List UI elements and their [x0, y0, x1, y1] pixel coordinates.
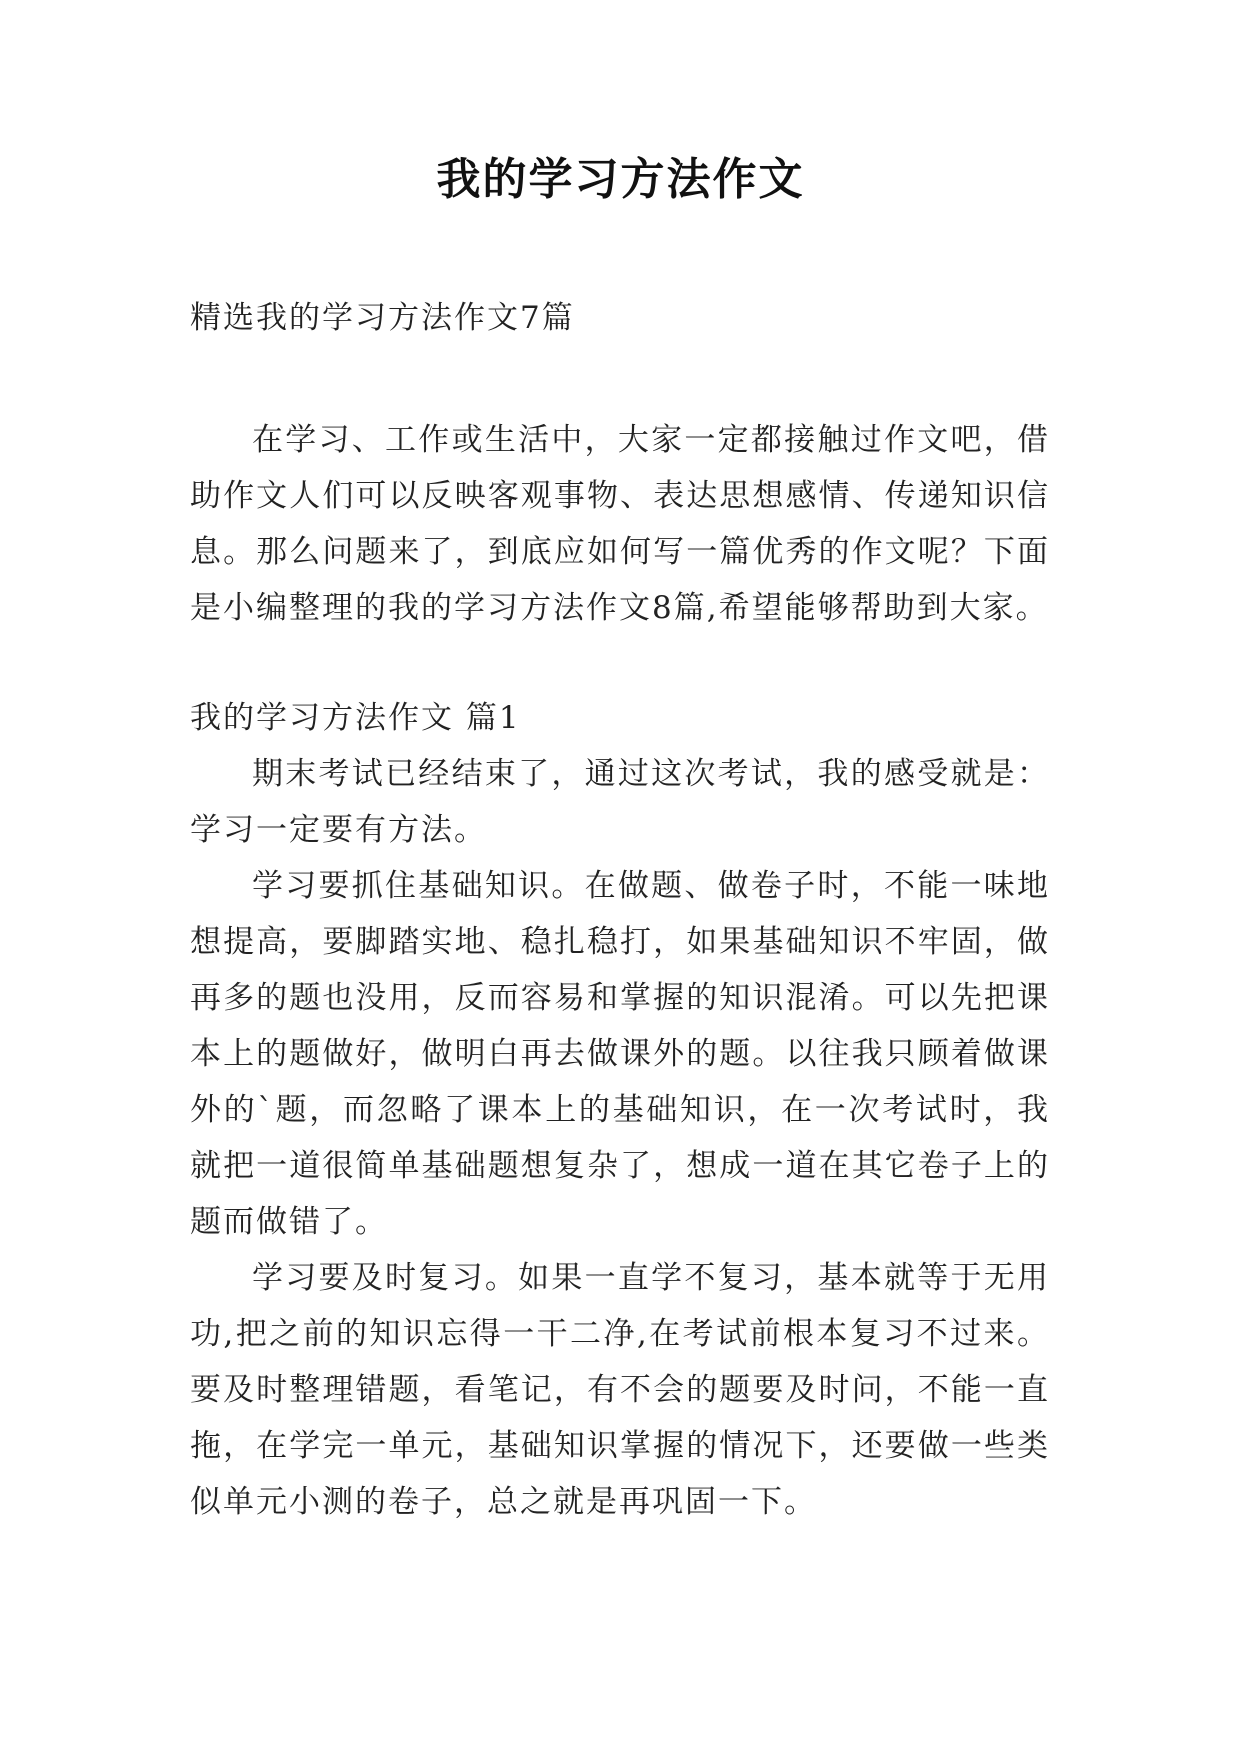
- section-paragraph: 学习要及时复习。如果一直学不复习，基本就等于无用功,把之前的知识忘得一干二净,在考试前根本复习不过来。要及时整理错题，看笔记，有不会的题要及时问，不能一直拖，在学完一单元，基础知识掌握的情况下，还要做一些类似单元小测的卷子，总之就是再巩固一下。: [190, 1260, 1050, 1520]
- section-paragraph: 期末考试已经结束了，通过这次考试，我的感受就是：学习一定要有方法。: [190, 756, 1050, 848]
- document-title: 我的学习方法作文: [436, 154, 805, 205]
- document-body: [190, 290, 1050, 1530]
- intro-paragraph: 在学习、工作或生活中，大家一定都接触过作文吧，借助作文人们可以反映客观事物、表达思想感情、传递知识信息。那么问题来了，到底应如何写一篇优秀的作文呢？下面是小编整理的我的学习方法作文8篇,希望能够帮助到大家。: [190, 422, 1050, 626]
- section: [190, 690, 1050, 1530]
- document-subtitle: 精选我的学习方法作文7篇: [190, 300, 575, 336]
- section-heading: 我的学习方法作文 篇1: [190, 700, 521, 736]
- section-paragraph: 学习要抓住基础知识。在做题、做卷子时，不能一味地想提高，要脚踏实地、稳扎稳打，如果基础知识不牢固，做再多的题也没用，反而容易和掌握的知识混淆。可以先把课本上的题做好，做明白再去做课外的题。以往我只顾着做课外的`题，而忽略了课本上的基础知识，在一次考试时，我就把一道很简单基础题想复杂了，想成一道在其它卷子上的题而做错了。: [190, 868, 1050, 1240]
